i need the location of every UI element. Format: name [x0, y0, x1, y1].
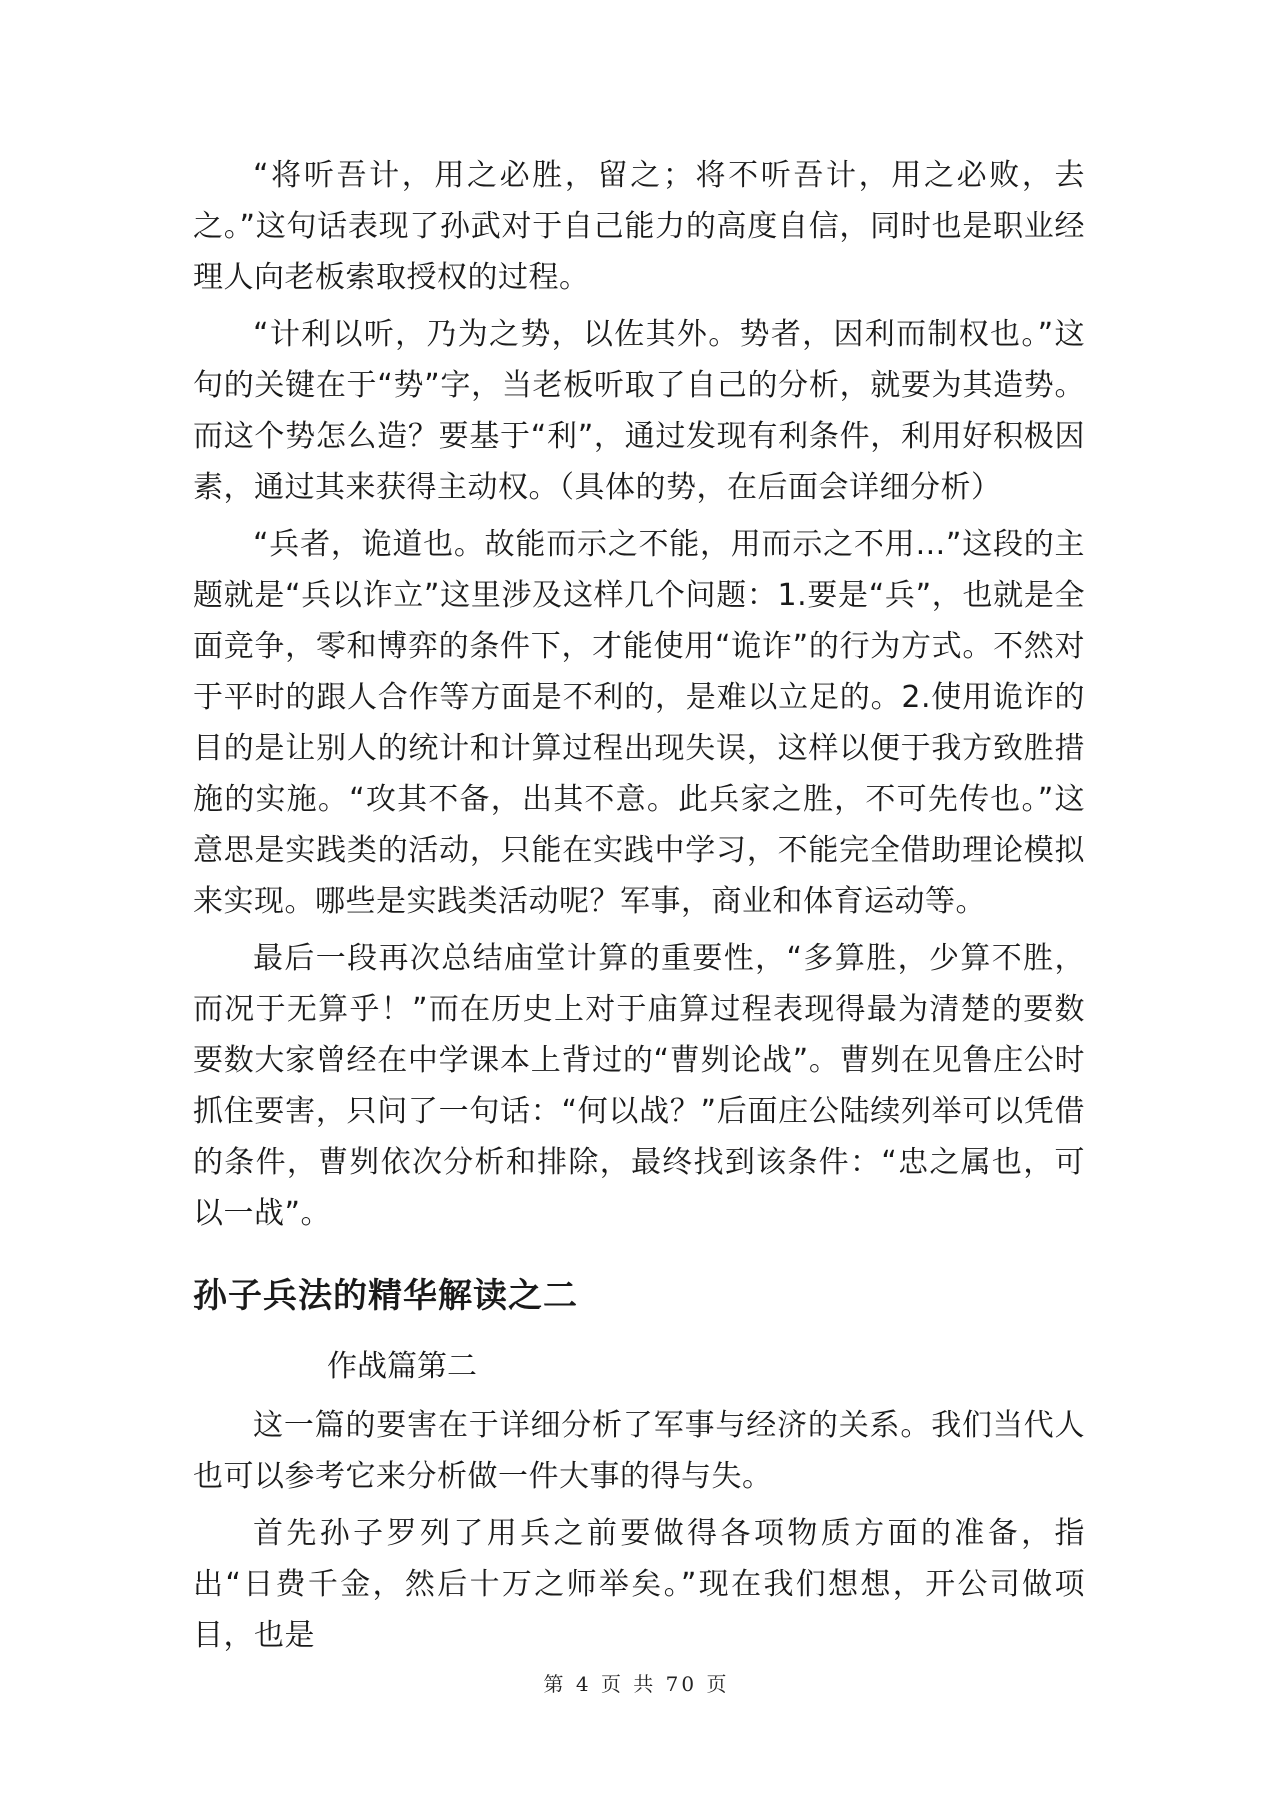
paragraph-6: 首先孙子罗列了用兵之前要做得各项物质方面的准备，指出“日费千金，然后十万之师举矣。”现在我们想想，开公司做项目，也是	[193, 1516, 1085, 1653]
page-number-footer: 第 4 页 共 70 页	[543, 1672, 730, 1696]
paragraph-1: “将听吾计，用之必胜，留之；将不听吾计，用之必败，去之。”这句话表现了孙武对于自己能力的高度自信，同时也是职业经理人向老板索取授权的过程。	[193, 158, 1085, 295]
paragraph-4: 最后一段再次总结庙堂计算的重要性，“多算胜，少算不胜，而况于无算乎！”而在历史上对于庙算过程表现得最为清楚的要数要数大家曾经在中学课本上背过的“曹刿论战”。曹刿在见鲁庄公时抓住要害，只问了一句话：“何以战？”后面庄公陆续列举可以凭借的条件，曹刿依次分析和排除，最终找到该条件：“忠之属也，可以一战”。	[193, 941, 1085, 1231]
paragraph-3: “兵者，诡道也。故能而示之不能，用而示之不用…”这段的主题就是“兵以诈立”这里涉及这样几个问题：1.要是“兵”，也就是全面竞争，零和博弈的条件下，才能使用“诡诈”的行为方式。不然对于平时的跟人合作等方面是不利的，是难以立足的。2.使用诡诈的目的是让别人的统计和计算过程出现失误，这样以便于我方致胜措施的实施。“攻其不备，出其不意。此兵家之胜，不可先传也。”这意思是实践类的活动，只能在实践中学习，不能完全借助理论模拟来实现。哪些是实践类活动呢？军事，商业和体育运动等。	[193, 527, 1085, 919]
paragraph-2: “计利以听，乃为之势，以佐其外。势者，因利而制权也。”这句的关键在于“势”字，当老板听取了自己的分析，就要为其造势。而这个势怎么造？要基于“利”，通过发现有利条件，利用好积极因素，通过其来获得主动权。（具体的势，在后面会详细分析）	[193, 317, 1085, 505]
section-heading: 孙子兵法的精华解读之二	[193, 1276, 578, 1316]
page-body	[193, 150, 1085, 1667]
chapter-subheading: 作战篇第二	[327, 1349, 477, 1384]
paragraph-5: 这一篇的要害在于详细分析了军事与经济的关系。我们当代人也可以参考它来分析做一件大事的得与失。	[193, 1408, 1085, 1494]
